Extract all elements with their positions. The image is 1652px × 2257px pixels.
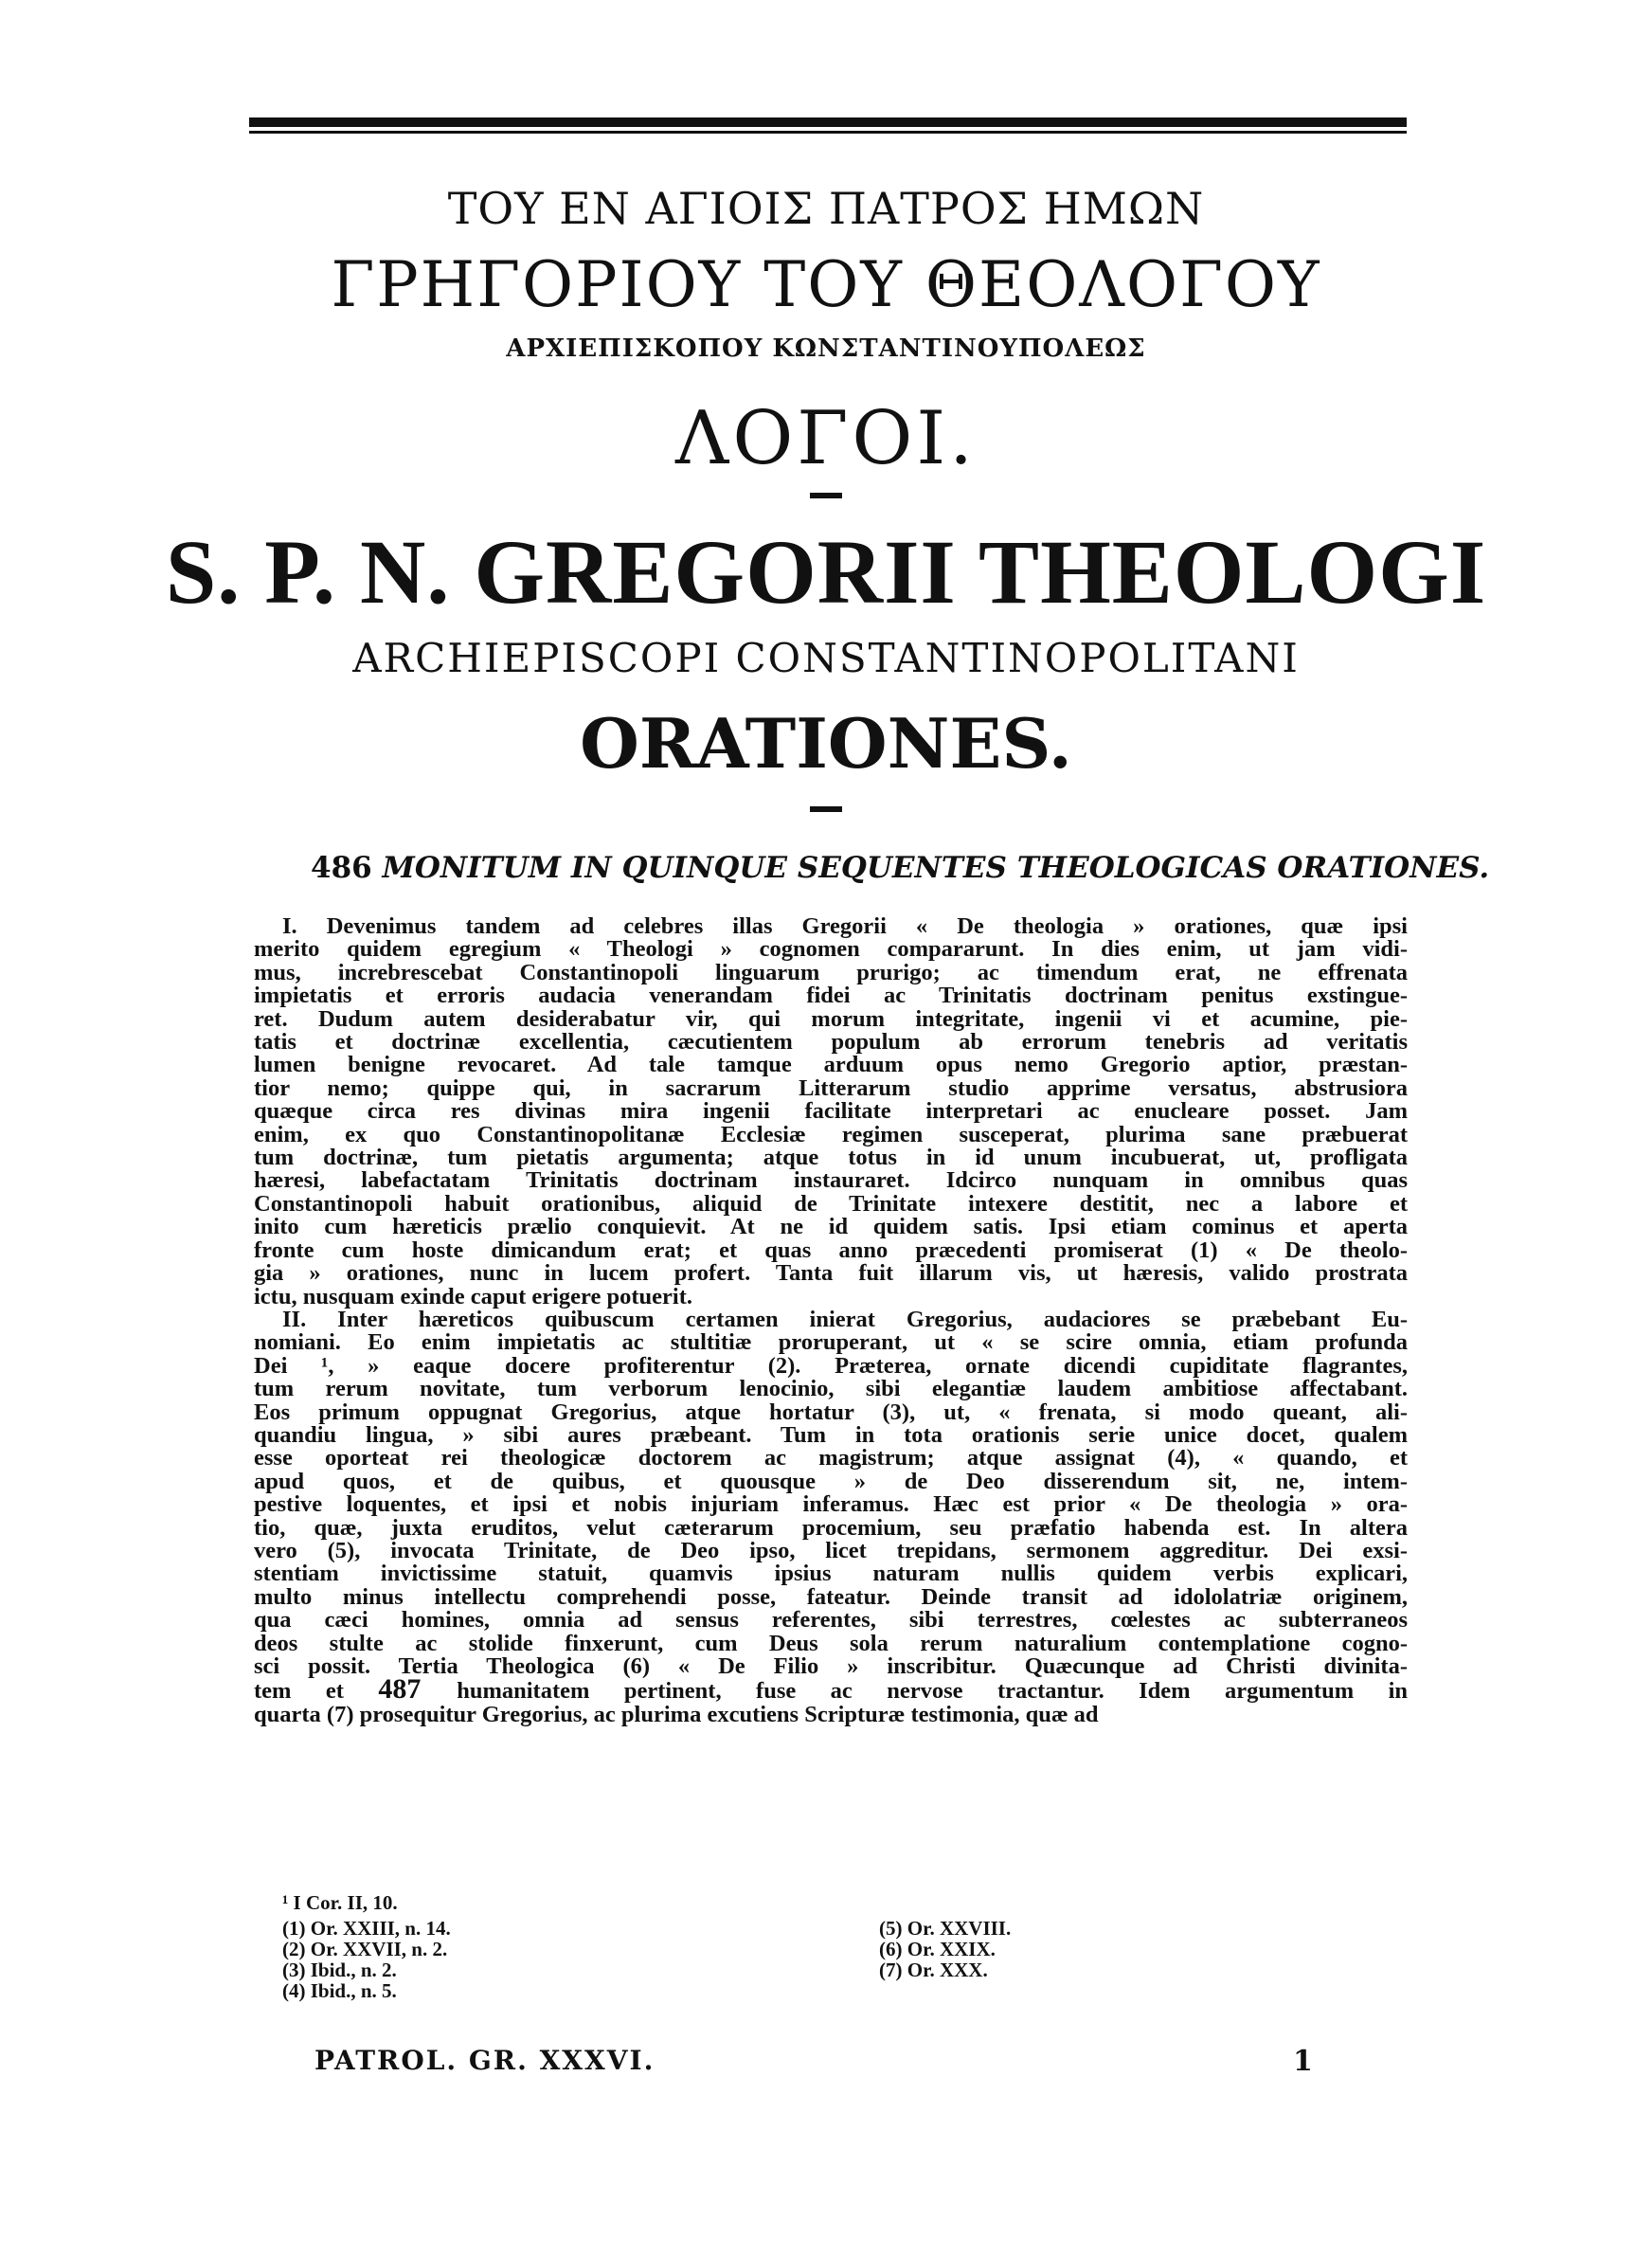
body-text (254, 915, 1408, 1726)
footnote: (1) Or. XXIII, n. 14. (282, 1917, 451, 1940)
footnotes-right (879, 1918, 1011, 1980)
footnote: (3) Ibid., n. 2. (282, 1959, 397, 1981)
divider-dash (810, 493, 842, 498)
monitum-title: MONITUM IN QUINQUE SEQUENTES THEOLOGICAS ORATIONES. (382, 851, 1490, 885)
footnote: (6) Or. XXIX. (879, 1938, 996, 1960)
body-line: gia » orationes, nunc in lucem profert. Tanta fuit illarum vis, ut hæresis, valido prostrata (254, 1260, 1408, 1287)
body-line: merito quidem egregium « Theologi » cognomen compararunt. In dies enim, ut jam vidi- (254, 936, 1408, 963)
column-number: 486 (311, 851, 372, 885)
top-rule (249, 117, 1407, 127)
body-line: inito cum hæreticis prælio conquievit. At ne id quidem satis. Ipsi etiam cominus et aperta (254, 1214, 1408, 1240)
body-line: pestive loquentes, et ipsi et nobis injuriam inferamus. Hæc est prior « De theologia » ora- (254, 1491, 1408, 1518)
footnote: (5) Or. XXVIII. (879, 1917, 1012, 1940)
body-line: Eos primum oppugnat Gregorius, atque hortatur (3), ut, « frenata, si modo queant, ali- (254, 1399, 1408, 1425)
footnote: (4) Ibid., n. 5. (282, 1979, 397, 2002)
column-marker: 487 (378, 1673, 458, 1706)
footer-volume: PATROL. GR. XXXVI. (314, 2045, 655, 2076)
divider-dash (810, 806, 842, 812)
body-line: quandiu lingua, » sibi aures præbeant. Tum in tota orationis serie unice docet, qualem (254, 1421, 1408, 1448)
body-line: hæresi, labefactatam Trinitatis doctrinam instauraret. Idcirco nunquam in omnibus quas (254, 1167, 1408, 1194)
footnote: (7) Or. XXX. (879, 1959, 988, 1981)
body-line: quæque circa res divinas mira ingenii facilitate interpretari ac enucleare posset. Jam (254, 1098, 1408, 1125)
footnotes-left (282, 1918, 451, 2001)
body-line: ret. Dudum autem desiderabatur vir, qui morum integritate, ingenii vi et acumine, pie- (254, 1005, 1408, 1032)
greek-heading-2: ΓΡΗΓΟΡΙΟΥ ΤΟΥ ΘΕΟΛΟΓΟΥ (331, 248, 1321, 321)
body-line: lumen benigne revocaret. Ad tale tamque arduum opus nemo Gregorio aptior, præstan- (254, 1052, 1408, 1078)
body-line: fronte cum hoste dimicandum erat; et quas anno præcedenti promiserat (1) « De theolo- (254, 1237, 1408, 1263)
body-line: esse oporteat rei theologicæ doctorem ac magistrum; atque assignat (4), « quando, et (254, 1445, 1408, 1472)
body-line: tior nemo; quippe qui, in sacrarum Litterarum studio apprime versatus, abstrusiora (254, 1074, 1408, 1101)
body-line: II. Inter hæreticos quibuscum certamen inierat Gregorius, audaciores se præbebant Eu- (282, 1306, 1408, 1332)
latin-orationes: ORATIONES. (580, 703, 1072, 784)
footnote: (2) Or. XXVII, n. 2. (282, 1938, 448, 1960)
body-line: impietatis et erroris audacia venerandam fidei ac Trinitatis doctrinam penitus exstingue- (254, 983, 1408, 1009)
body-line: tio, quæ, juxta eruditos, velut cæterarum procemium, seu præfatio habenda est. In altera (254, 1514, 1408, 1541)
greek-heading-4: ΛΟΓΟΙ. (675, 396, 977, 481)
body-line: tem et 487 humanitatem pertinent, fuse ac nervose tractantur. Idem argumentum in (254, 1673, 1409, 1706)
body-line: quarta (7) prosequitur Gregorius, ac plurima excutiens Scripturæ testimonia, quæ ad (254, 1701, 1099, 1727)
top-rule-thin (249, 131, 1407, 134)
body-line: tum doctrinæ, tum pietatis argumenta; atque totus in id unum incubuerat, ut, profligata (254, 1145, 1408, 1171)
body-line: I. Devenimus tandem ad celebres illas Gregorii « De theologia » orationes, quæ ipsi (282, 913, 1408, 939)
body-line: apud quos, et de quibus, et quousque » de Deo disserendum sit, ne, intem- (254, 1468, 1408, 1494)
body-line: Dei ¹, » eaque docere profiterentur (2). Præterea, ornate dicendi cupiditate flagrantes, (254, 1352, 1408, 1379)
body-line: qua cæci homines, omnia ad sensus referentes, sibi terrestres, cœlestes ac subterraneos (254, 1607, 1408, 1634)
latin-subtitle: ARCHIEPISCOPI CONSTANTINOPOLITANI (352, 635, 1300, 681)
greek-heading-3: ΑΡΧΙΕΠΙΣΚΟΠΟΥ ΚΩΝΣΤΑΝΤΙΝΟΥΠΟΛΕΩΣ (506, 334, 1146, 363)
body-line: tum rerum novitate, tum verborum lenocinio, sibi elegantiæ laudem ambitiose affectabant. (254, 1376, 1408, 1402)
body-line: enim, ex quo Constantinopolitanæ Ecclesiæ regimen susceperat, plurima sane præbuerat (254, 1121, 1408, 1147)
body-line: Constantinopoli habuit orationibus, aliquid de Trinitate intexere destitit, nec a labore et (254, 1190, 1408, 1217)
monitum-heading (311, 851, 1489, 885)
footnote-star: ¹ I Cor. II, 10. (282, 1891, 398, 1914)
body-line: multo minus intellectu comprehendi posse, fateatur. Deinde transit ad idololatriæ originem, (254, 1583, 1408, 1610)
body-line: nomiani. Eo enim impietatis ac stultitiæ proruperant, ut « se scire omnia, etiam profunda (254, 1329, 1408, 1356)
body-line: ictu, nusquam exinde caput erigere potuerit. (254, 1283, 692, 1309)
body-line: tatis et doctrinæ excellentia, cæcutientem populum ab errorum tenebris ad veritatis (254, 1029, 1408, 1056)
body-line: deos stulte ac stolide finxerunt, cum Deus sola rerum naturalium contemplatione cogno- (254, 1630, 1408, 1656)
body-line: stentiam invictissime statuit, quamvis ipsius naturam nullis quidem verbis explicari, (254, 1561, 1408, 1587)
body-line: sci possit. Tertia Theologica (6) « De Filio » inscribitur. Quæcunque ad Christi divinita- (254, 1653, 1408, 1679)
latin-title: S. P. N. GREGORII THEOLOGI (165, 521, 1487, 623)
page-number: 1 (1293, 2045, 1313, 2078)
greek-heading-1: ΤΟΥ ΕΝ ΑΓΙΟΙΣ ΠΑΤΡΟΣ ΗΜΩΝ (447, 183, 1205, 234)
body-line: vero (5), invocata Trinitate, de Deo ipso, licet trepidans, sermonem aggreditur. Dei exsi- (254, 1537, 1408, 1563)
body-line: mus, increbrescebat Constantinopoli linguarum prurigo; ac timendum erat, ne effrenata (254, 959, 1408, 985)
